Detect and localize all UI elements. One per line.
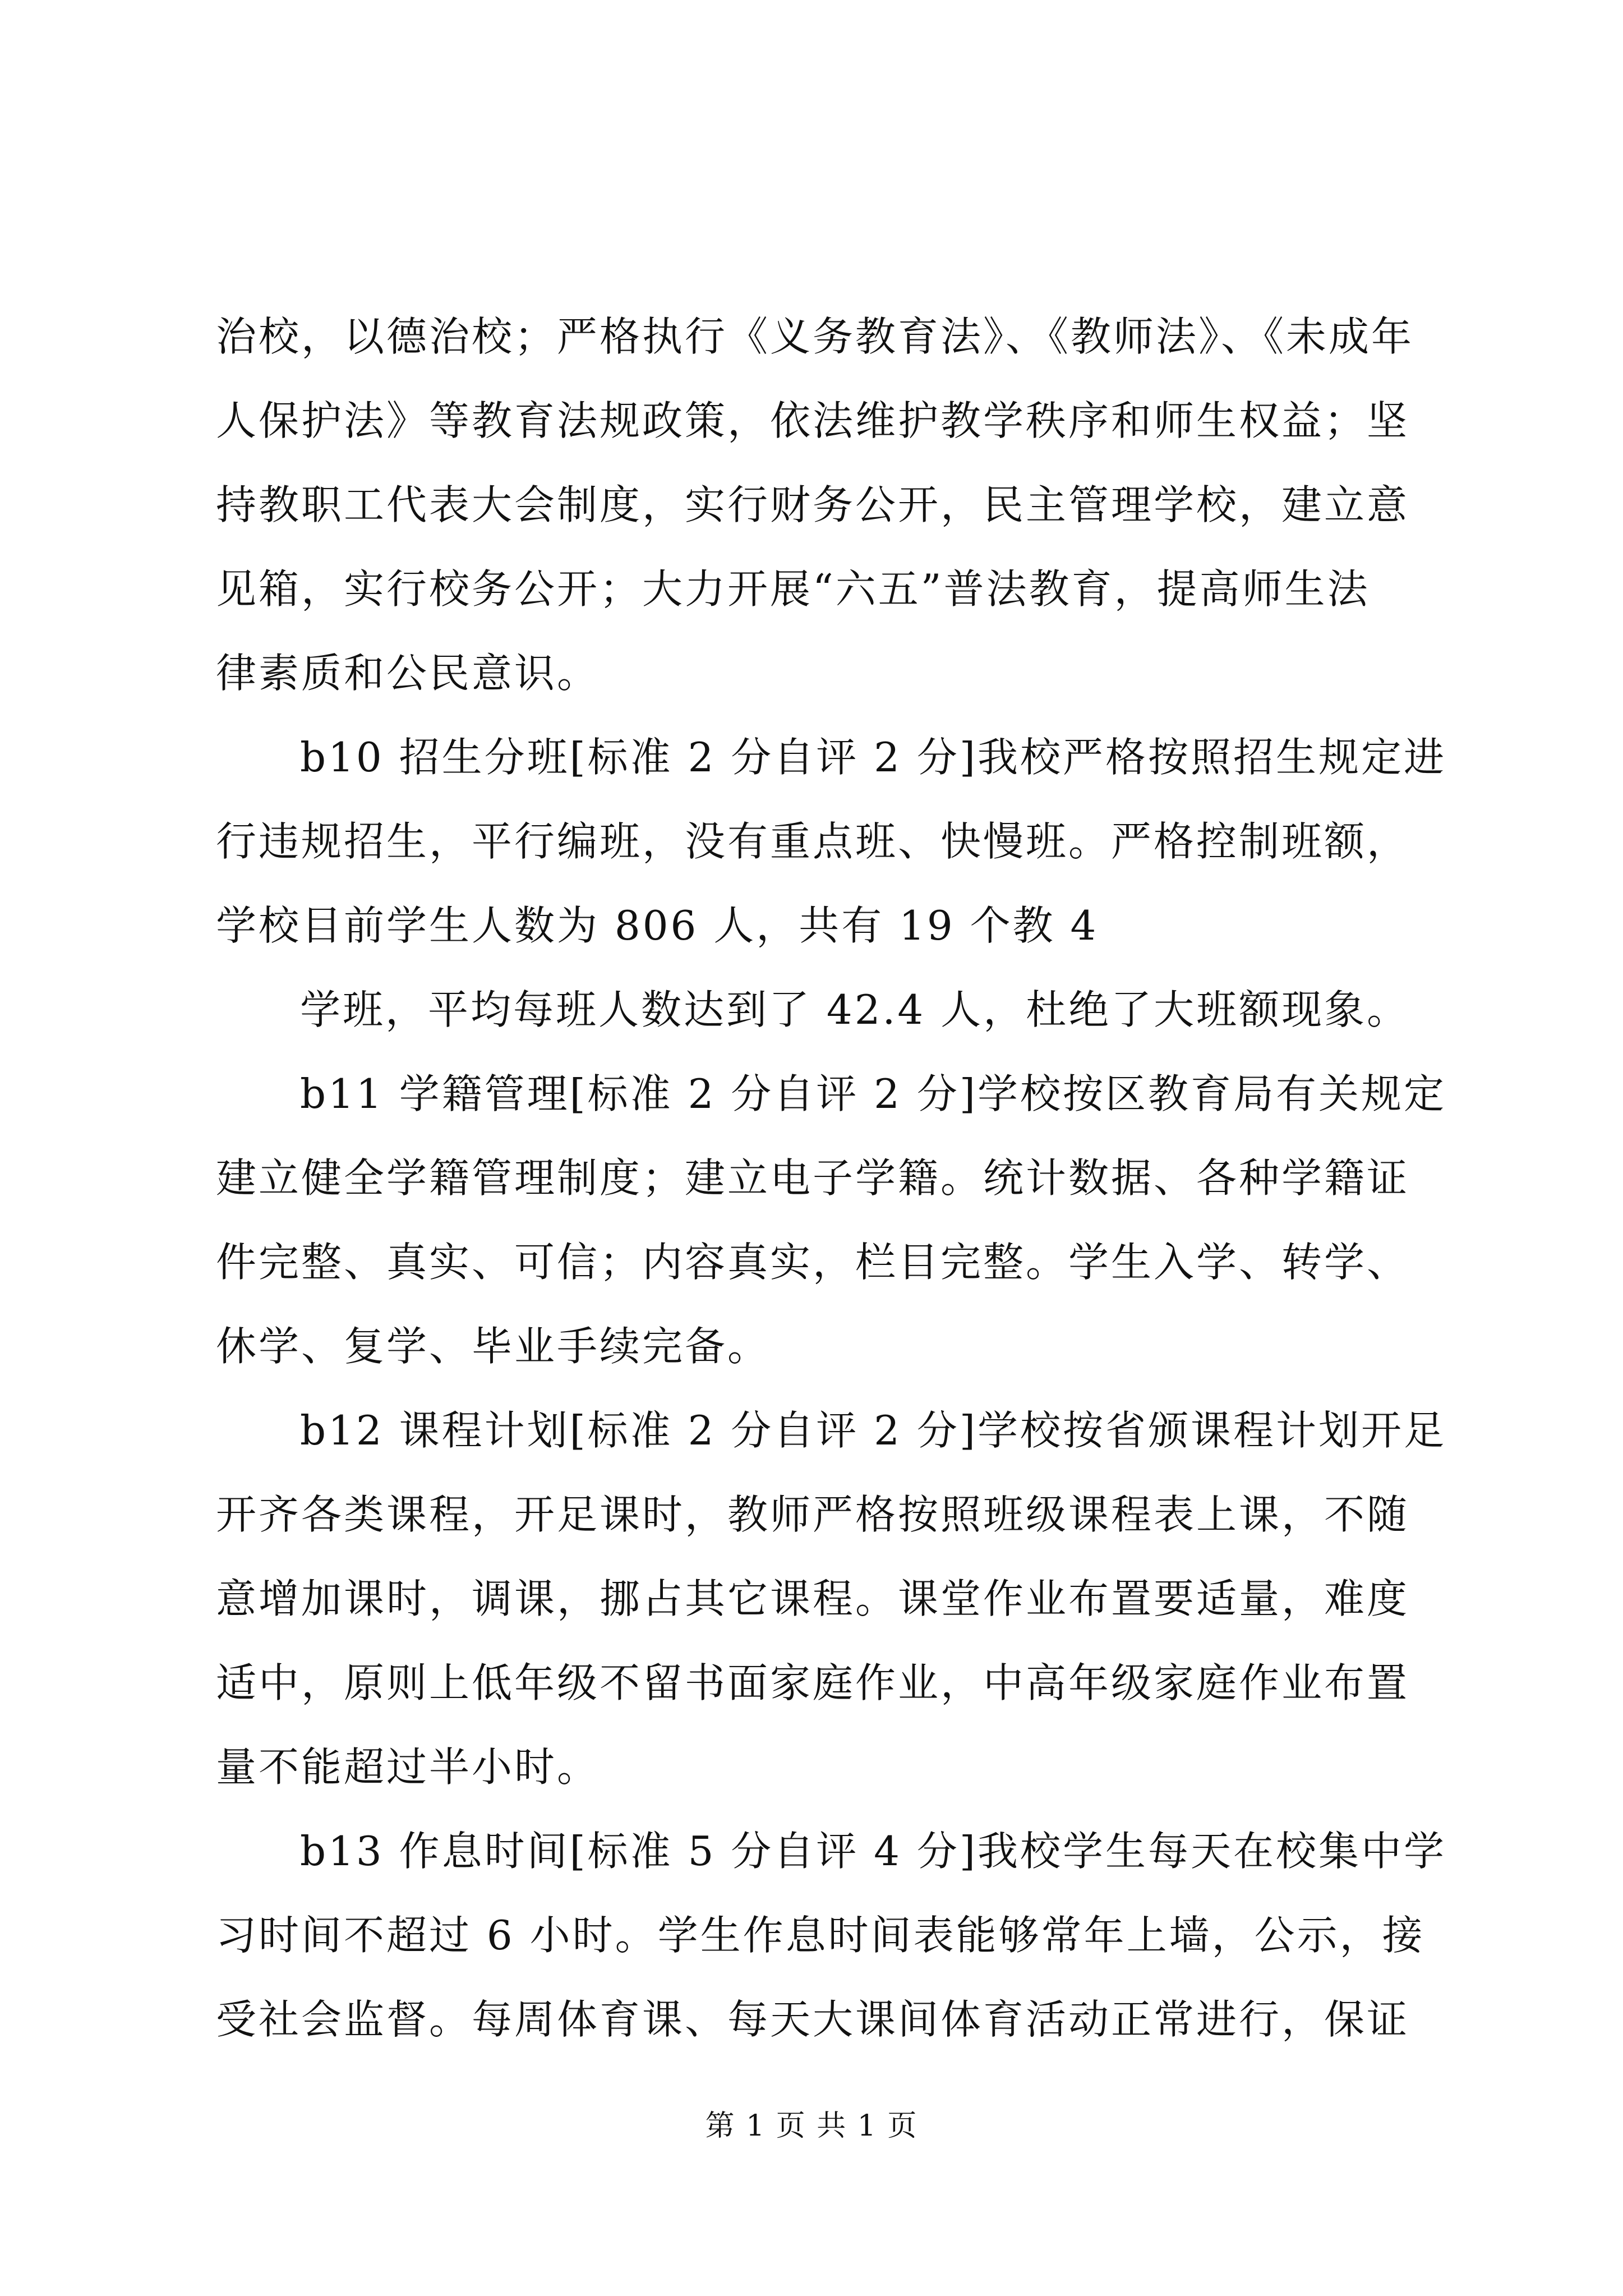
text-line: 律素质和公民意识。: [216, 650, 600, 697]
text-line: 量不能超过半小时。: [216, 1743, 600, 1791]
section-b13-heading-line: b13 作息时间[标准 5 分自评 4 分]我校学生每天在校集中学: [300, 1828, 1446, 1875]
section-b10-heading-line: b10 招生分班[标准 2 分自评 2 分]我校严格按照招生规定进: [300, 734, 1446, 781]
text-line: 学校目前学生人数为 806 人，共有 19 个教 4: [216, 902, 1099, 949]
page-footer: 第 1 页 共 1 页: [705, 2109, 918, 2143]
text-line: 行违规招生，平行编班，没有重点班、快慢班。严格控制班额，: [216, 818, 1410, 865]
text-line: 件完整、真实、可信；内容真实，栏目完整。学生入学、转学、: [216, 1239, 1410, 1286]
document-body: [216, 295, 1450, 2062]
text-line: 开齐各类课程，开足课时，教师严格按照班级课程表上课，不随: [216, 1491, 1410, 1538]
text-line: 见箱，实行校务公开；大力开展“六五”普法教育，提高师生法: [216, 565, 1370, 613]
text-line: 治校，以德治校；严格执行《义务教育法》、《教师法》、《未成年: [216, 313, 1414, 360]
section-b12-heading-line: b12 课程计划[标准 2 分自评 2 分]学校按省颁课程计划开足: [300, 1407, 1446, 1454]
section-b11-heading-line: b11 学籍管理[标准 2 分自评 2 分]学校按区教育局有关规定: [300, 1070, 1446, 1117]
text-line: 休学、复学、毕业手续完备。: [216, 1323, 771, 1370]
text-line: 建立健全学籍管理制度；建立电子学籍。统计数据、各种学籍证: [216, 1154, 1410, 1202]
text-line: 习时间不超过 6 小时。学生作息时间表能够常年上墙，公示，接: [216, 1912, 1425, 1959]
text-line: 受社会监督。每周体育课、每天大课间体育活动正常进行，保证: [216, 1996, 1410, 2043]
text-line: 持教职工代表大会制度，实行财务公开，民主管理学校，建立意: [216, 481, 1410, 528]
text-line: 适中，原则上低年级不留书面家庭作业，中高年级家庭作业布置: [216, 1659, 1410, 1706]
text-line: 人保护法》等教育法规政策，依法维护教学秩序和师生权益；坚: [216, 397, 1410, 444]
text-line: 意增加课时，调课，挪占其它课程。课堂作业布置要适量，难度: [216, 1575, 1410, 1622]
text-line: 学班，平均每班人数达到了 42.4 人，杜绝了大班额现象。: [300, 986, 1410, 1033]
